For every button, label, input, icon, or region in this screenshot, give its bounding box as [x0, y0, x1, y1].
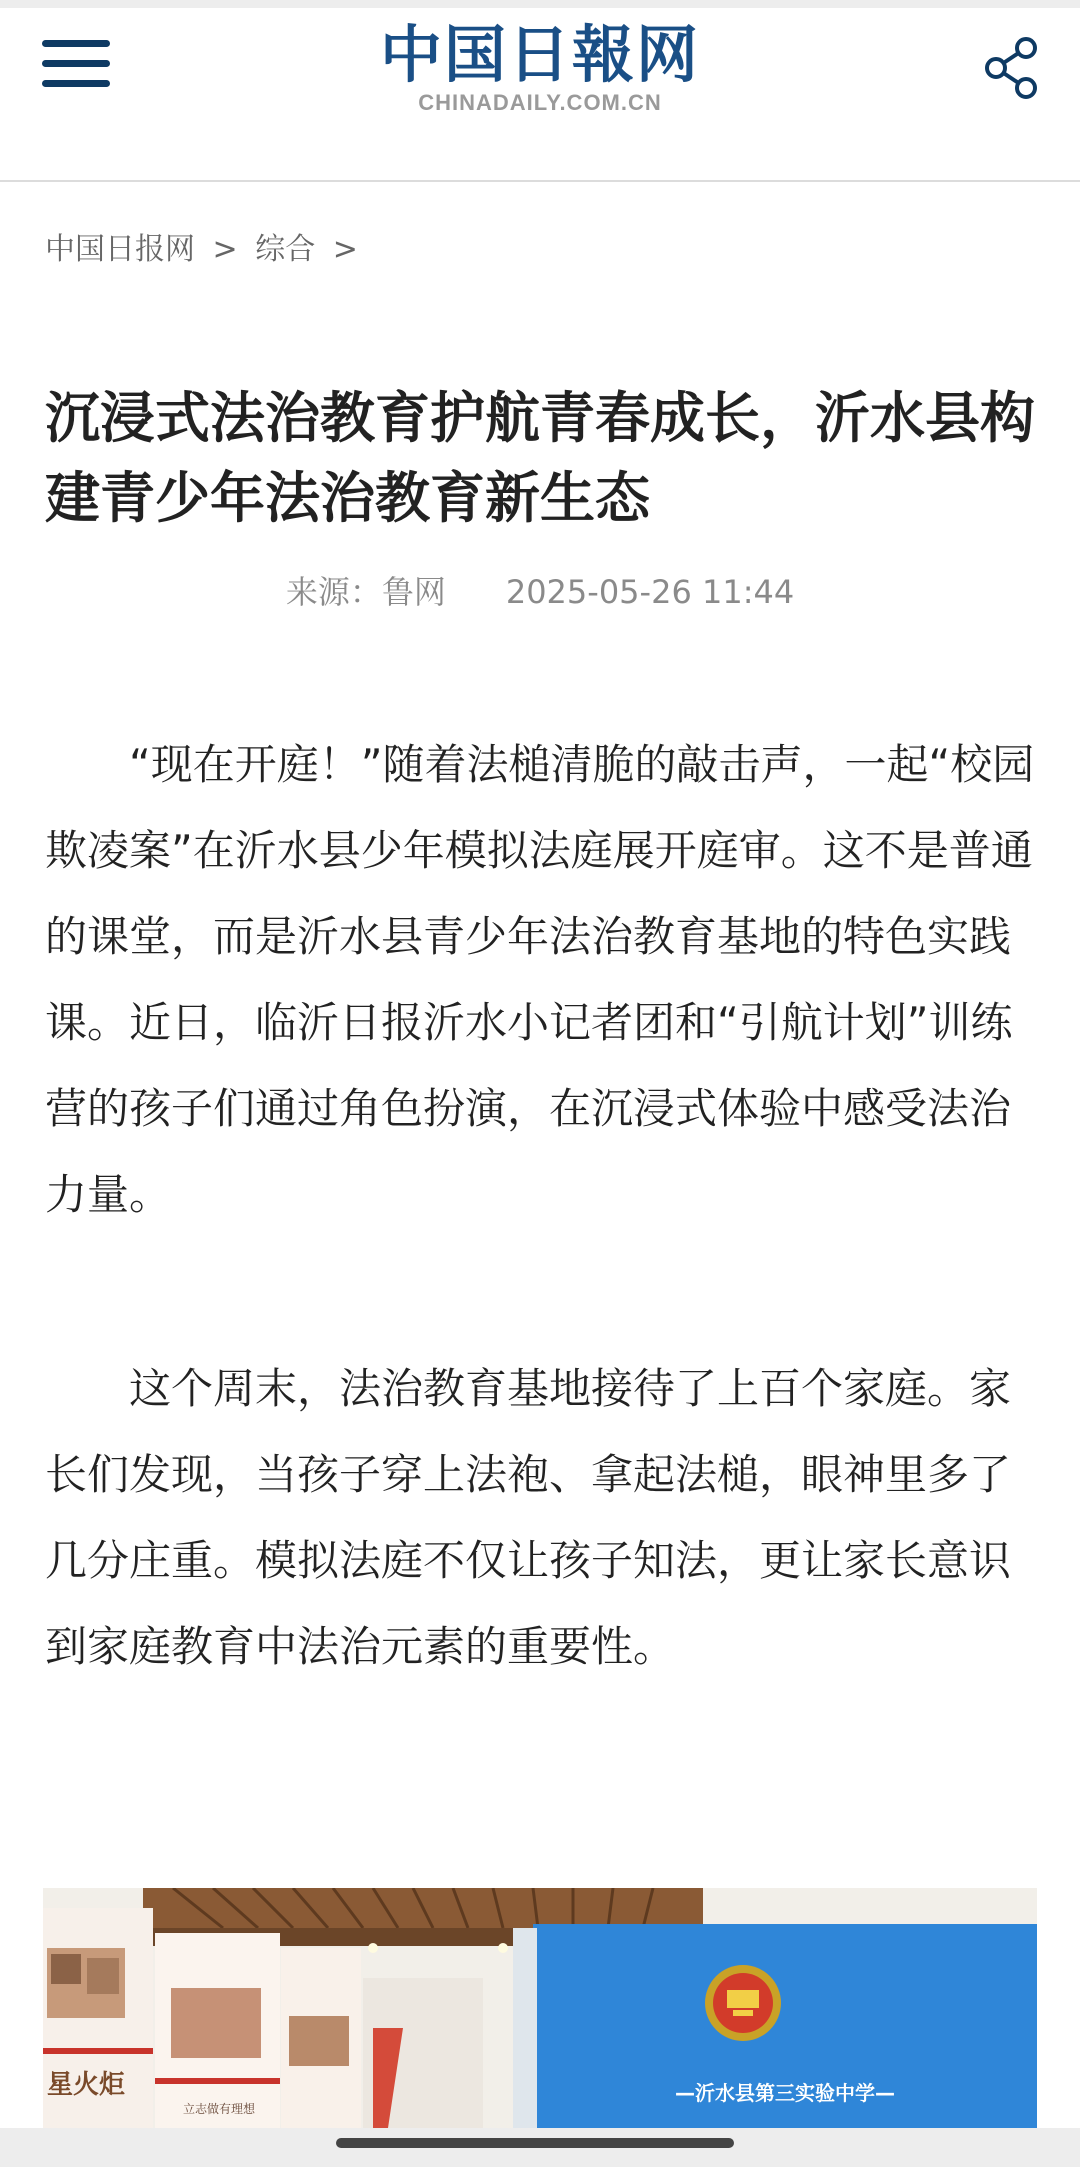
status-bar	[0, 0, 1080, 8]
article-paragraph: 这个周末，法治教育基地接待了上百个家庭。家长们发现，当孩子穿上法袍、拿起法槌，眼神里多了几分庄重。模拟法庭不仅让孩子知法，更让家长意识到家庭教育中法治元素的重要性。	[45, 1364, 1012, 1671]
site-header	[0, 8, 1080, 182]
poster-text: 立志做有理想	[183, 2102, 256, 2116]
article-paragraph: “现在开庭！”随着法槌清脆的敲击声，一起“校园欺凌案”在沂水县少年模拟法庭展开庭审。这不是普通的课堂，而是沂水县青少年法治教育基地的特色实践课。近日，临沂日报沂水小记者团和“引航计划”训练营的孩子们通过角色扮演，在沉浸式体验中感受法治力量。	[45, 740, 1035, 1219]
breadcrumb-category-link[interactable]: 综合	[255, 232, 316, 267]
breadcrumb-separator: >	[332, 232, 358, 267]
article-source: 来源：鲁网	[285, 573, 446, 611]
site-logo[interactable]	[380, 18, 701, 132]
breadcrumb	[45, 228, 366, 272]
logo-english-text: CHINADAILY.COM.CN	[418, 90, 662, 115]
home-indicator[interactable]	[336, 2138, 734, 2148]
share-icon[interactable]	[982, 36, 1040, 100]
article-title: 沉浸式法治教育护航青春成长，沂水县构建青少年法治教育新生态	[45, 386, 1036, 530]
breadcrumb-separator: >	[212, 232, 238, 267]
logo-chinese-text: 中国日報网	[380, 18, 701, 91]
article-datetime: 2025-05-26 11:44	[505, 573, 795, 611]
breadcrumb-home-link[interactable]: 中国日报网	[45, 232, 195, 267]
poster-text: 星火炬	[47, 2070, 126, 2100]
hamburger-menu-icon[interactable]	[42, 36, 110, 92]
banner-text: —沂水县第三实验中学—	[675, 2081, 895, 2105]
article-photo[interactable]	[43, 1888, 1037, 2128]
article-meta	[0, 570, 1080, 614]
